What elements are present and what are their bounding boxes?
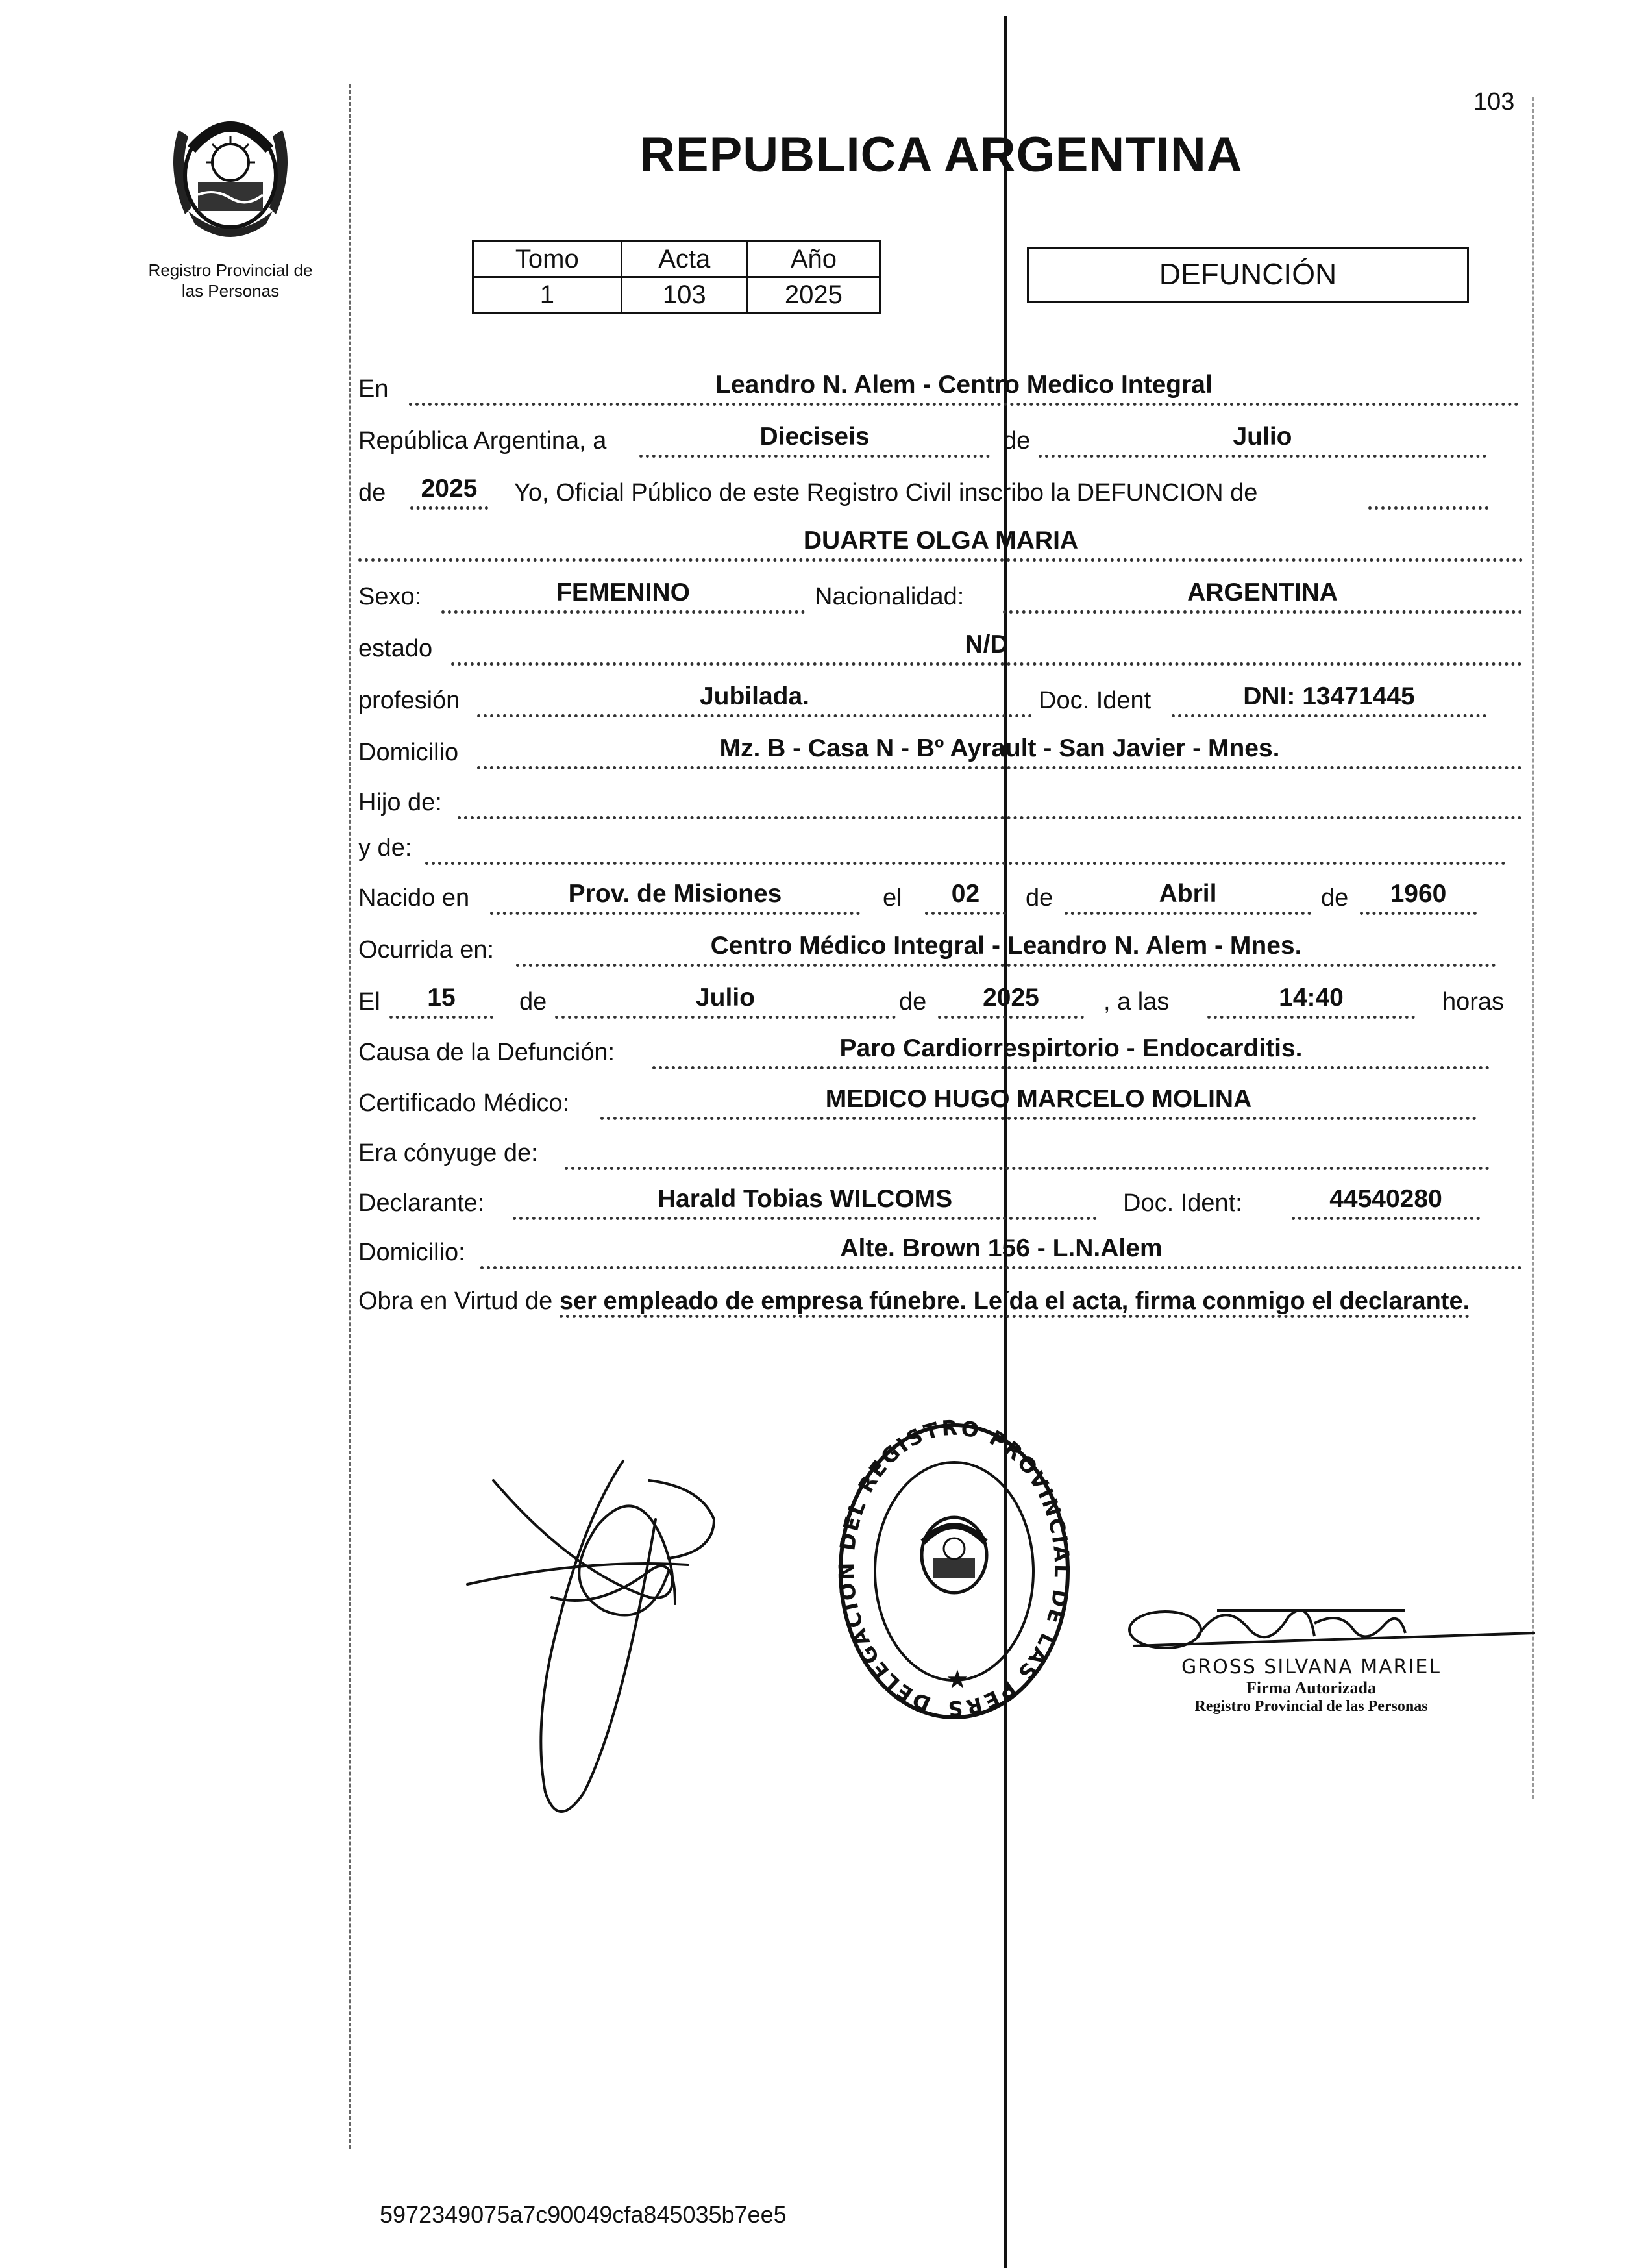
causa-label: Causa de la Defunción: — [358, 1039, 615, 1066]
de-label-3: de — [1026, 884, 1053, 912]
official-stamp — [834, 1415, 1074, 1727]
registry-name-line1: Registro Provincial de — [148, 260, 313, 280]
nacionalidad-value: ARGENTINA — [1003, 578, 1522, 614]
domicilio-label: Domicilio — [358, 739, 459, 766]
de-label-2: de — [358, 479, 386, 506]
record-header-anio: Año — [747, 242, 880, 277]
death-year: 2025 — [938, 983, 1084, 1019]
ocurrida-value: Centro Médico Integral - Leandro N. Alem - Mnes. — [516, 931, 1496, 967]
profesion-label: profesión — [358, 687, 460, 714]
declarante-label: Declarante: — [358, 1190, 485, 1217]
declarante-dom-value: Alte. Brown 156 - L.N.Alem — [480, 1234, 1522, 1269]
profesion-value: Jubilada. — [477, 682, 1032, 717]
document-hash: 5972349075a7c90049cfa845035b7ee5 — [380, 2201, 787, 2228]
stamp-ring-text: DELEGACION DEL REGISTRO PROVINCIAL DE LAS PERS — [834, 1415, 1074, 1721]
official-name: GROSS SILVANA MARIEL — [1181, 1656, 1442, 1678]
conyuge-value — [565, 1134, 1490, 1170]
nacido-value: Prov. de Misiones — [490, 879, 860, 915]
hijo-value — [458, 784, 1522, 819]
El-label: El — [358, 988, 380, 1016]
official-role: Firma Autorizada — [1246, 1678, 1377, 1697]
causa-value: Paro Cardiorrespirtorio - Endocarditis. — [652, 1034, 1490, 1069]
yo-text: Yo, Oficial Público de este Registro Civil inscribo la DEFUNCION de — [514, 479, 1258, 506]
nacionalidad-label: Nacionalidad: — [815, 583, 965, 610]
alas-label: , a las — [1103, 988, 1170, 1016]
de-label-1: de — [1003, 427, 1031, 455]
act-type-box: DEFUNCIÓN — [1027, 247, 1469, 303]
certificado-value: MEDICO HUGO MARCELO MOLINA — [600, 1084, 1477, 1120]
death-day: 15 — [389, 983, 493, 1019]
death-time: 14:40 — [1207, 983, 1415, 1019]
sexo-label: Sexo: — [358, 583, 422, 610]
nacido-label: Nacido en — [358, 884, 470, 912]
closing-paragraph — [358, 1284, 1523, 1318]
deceased-name: DUARTE OLGA MARIA — [358, 526, 1523, 562]
registry-name-line2: las Personas — [181, 281, 280, 301]
declarante-dom-label: Domicilio: — [358, 1239, 465, 1266]
record-value-tomo: 1 — [473, 277, 622, 313]
official-signature-caption — [1129, 1656, 1493, 1715]
conyuge-label: Era cónyuge de: — [358, 1140, 538, 1167]
el-label: el — [883, 884, 902, 912]
de-label-4: de — [1321, 884, 1349, 912]
record-header-tomo: Tomo — [473, 242, 622, 277]
record-value-anio: 2025 — [747, 277, 880, 313]
doc-ident-label: Doc. Ident — [1039, 687, 1152, 714]
hijo-label: Hijo de: — [358, 789, 442, 816]
month-value: Julio — [1039, 422, 1486, 458]
de-label-6: de — [899, 988, 927, 1016]
yde-label: y de: — [358, 834, 412, 862]
declarant-signature — [454, 1441, 792, 1844]
de-label-5: de — [519, 988, 547, 1016]
year-value: 2025 — [410, 474, 488, 510]
sexo-value: FEMENINO — [441, 578, 805, 614]
document-title: REPUBLICA ARGENTINA — [639, 127, 1243, 182]
declarante-value: Harald Tobias WILCOMS — [513, 1184, 1097, 1220]
en-value: Leandro N. Alem - Centro Medico Integral — [409, 370, 1519, 406]
certificado-label: Certificado Médico: — [358, 1090, 570, 1117]
declarante-doc-value: 44540280 — [1292, 1184, 1480, 1220]
ocurrida-label: Ocurrida en: — [358, 936, 495, 964]
birth-month: Abril — [1065, 879, 1311, 915]
estado-value: N/D — [451, 630, 1522, 666]
horas-label: horas — [1442, 988, 1505, 1016]
day-words: Dieciseis — [639, 422, 990, 458]
obra-text: ser empleado de empresa fúnebre. Leída el acta, firma conmigo el declarante. — [560, 1288, 1470, 1318]
page-number: 103 — [1473, 88, 1515, 116]
official-signature — [1120, 1584, 1548, 1662]
yde-value — [425, 829, 1506, 865]
en-label: En — [358, 375, 389, 403]
republica-label: República Argentina, a — [358, 427, 607, 455]
record-table — [472, 240, 881, 314]
svg-text:★: ★ — [946, 1665, 969, 1694]
right-margin-line — [1532, 97, 1534, 1799]
registry-name — [127, 260, 334, 301]
estado-label: estado — [358, 635, 433, 662]
domicilio-value: Mz. B - Casa N - Bº Ayrault - San Javier - Mnes. — [477, 734, 1522, 769]
yo-trailing-line — [1368, 474, 1488, 510]
left-margin-line — [349, 84, 351, 2149]
birth-year: 1960 — [1360, 879, 1477, 915]
record-header-acta: Acta — [621, 242, 747, 277]
doc-ident-value: DNI: 13471445 — [1172, 682, 1486, 717]
death-month: Julio — [555, 983, 896, 1019]
record-value-acta: 103 — [621, 277, 747, 313]
declarante-doc-label: Doc. Ident: — [1123, 1190, 1242, 1217]
registry-logo — [153, 91, 308, 247]
obra-prefix: Obra en Virtud de — [358, 1288, 553, 1315]
birth-day: 02 — [925, 879, 1006, 915]
official-institution: Registro Provincial de las Personas — [1194, 1698, 1428, 1715]
